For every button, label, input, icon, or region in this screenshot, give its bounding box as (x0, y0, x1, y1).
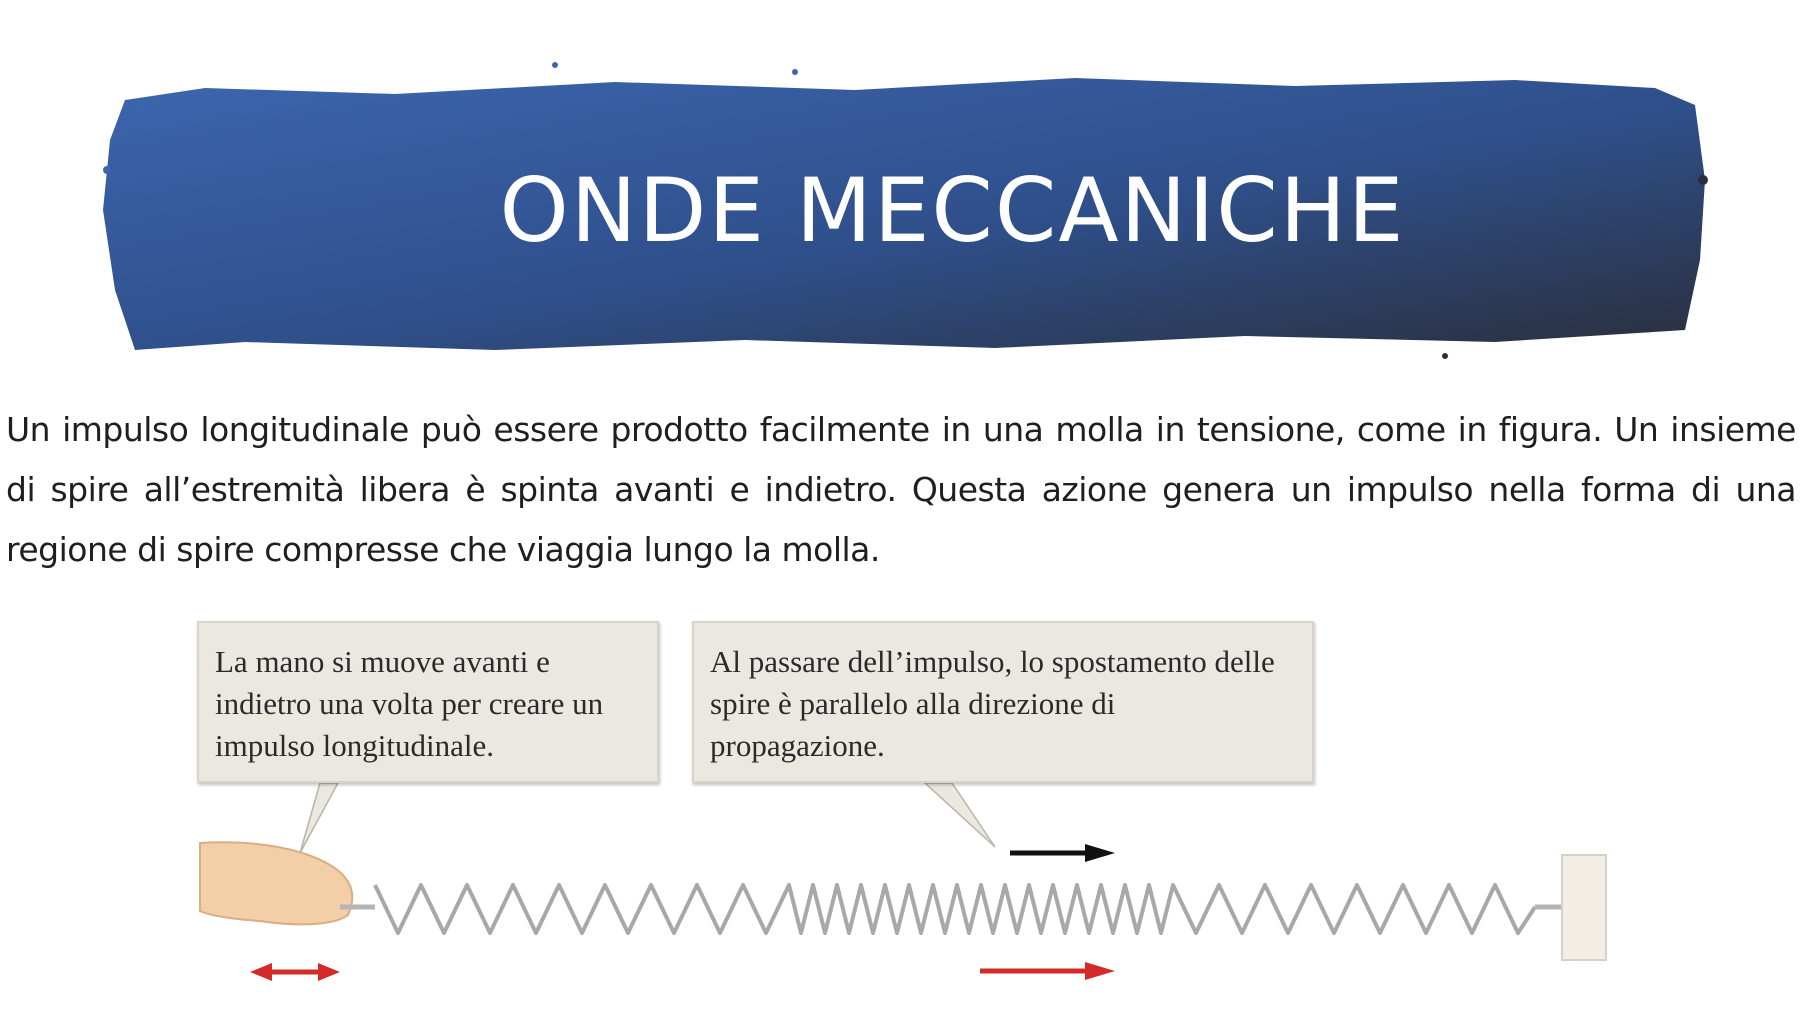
intro-paragraph: Un impulso longitudinale può essere prodotto facilmente in una molla in tensione, come in figura. Un insieme di spire all’estremità libera è spinta avanti e indietro. Questa azione genera un impulso nella forma di una regione di spire compresse che viaggia lungo la molla. (6, 410, 1796, 569)
fixed-wall (1562, 855, 1606, 960)
callout-pointer-2 (925, 783, 995, 847)
pulse-direction-arrow-head (1085, 844, 1115, 862)
callout-hand: La mano si muove avanti e indietro una volta per creare un impulso longitudinale. (197, 621, 659, 783)
spring-coil (375, 885, 1535, 933)
spring-figure (190, 615, 1640, 1005)
callout-pointer-1 (300, 783, 338, 853)
coil-displacement-arrow-head (1085, 962, 1115, 980)
callout-pulse: Al passare dell’impulso, lo spostamento delle spire è parallelo alla direzione di propagazione. (692, 621, 1314, 783)
hand-motion-arrow-right-head (318, 963, 340, 981)
hand-icon (200, 842, 352, 924)
hand-motion-arrow-left-head (250, 963, 272, 981)
page-title: ONDE MECCANICHE (499, 158, 1406, 262)
title-banner (95, 60, 1720, 360)
